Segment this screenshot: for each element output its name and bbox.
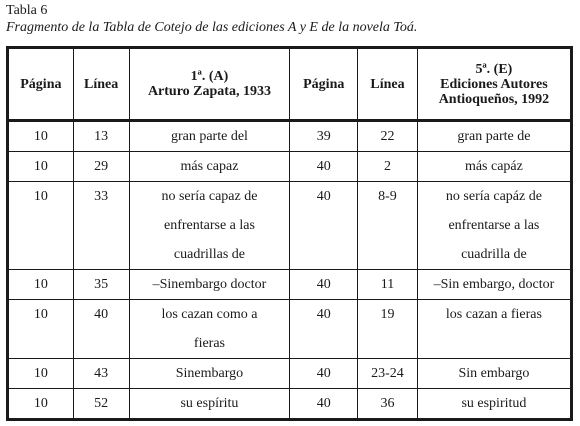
header-text: 1ª. (A) <box>190 69 229 84</box>
cell-text-line: enfrentarse a las <box>163 218 255 233</box>
cell-pagina-e: 40 <box>290 300 358 359</box>
cell-text-a <box>129 182 290 270</box>
cell-linea-e: 23-24 <box>358 359 418 389</box>
header-text: Línea <box>84 76 119 92</box>
cell-linea-e: 19 <box>358 300 418 359</box>
cell-text-line: los cazan a fieras <box>445 307 542 322</box>
cell-pagina-a: 10 <box>8 300 74 359</box>
cell-text-line: más capáz <box>464 159 523 174</box>
header-linea-e <box>358 48 418 121</box>
cell-text-e <box>417 389 571 420</box>
table-row <box>8 300 572 359</box>
cell-text-line: –Sin embargo, doctor <box>433 277 555 292</box>
cell-linea-e: 36 <box>358 389 418 420</box>
cell-text-a <box>129 152 290 182</box>
table-row <box>8 389 572 420</box>
cell-pagina-a: 10 <box>8 121 74 152</box>
cell-linea-a: 35 <box>73 270 129 300</box>
header-text: 5ª. (E) <box>475 61 513 77</box>
cell-text-e <box>417 300 571 359</box>
cell-text-a <box>129 121 290 152</box>
cell-linea-a: 29 <box>73 152 129 182</box>
table-caption <box>6 2 417 36</box>
cell-text-line: gran parte del <box>170 129 248 144</box>
cell-pagina-a: 10 <box>8 270 74 300</box>
cell-text-a <box>129 270 290 300</box>
table-row <box>8 270 572 300</box>
cell-text-e <box>417 270 571 300</box>
header-text: Antioqueños, 1992 <box>438 91 550 107</box>
cell-linea-a: 52 <box>73 389 129 420</box>
header-row <box>8 48 572 121</box>
cell-text-line: cuadrillas de <box>173 247 246 262</box>
cell-text-line: cuadrilla de <box>461 247 527 262</box>
cell-text-a <box>129 389 290 420</box>
header-text: Página <box>20 76 62 92</box>
cell-linea-a: 40 <box>73 300 129 359</box>
cell-text-line: los cazan como a <box>161 307 258 322</box>
cell-text-line: fieras <box>193 336 225 351</box>
header-text: Arturo Zapata, 1933 <box>147 84 271 99</box>
cell-text-line: –Sinembargo doctor <box>152 277 267 292</box>
cell-linea-e: 8-9 <box>358 182 418 270</box>
cell-pagina-a: 10 <box>8 359 74 389</box>
cell-text-line: su espíritu <box>180 396 239 411</box>
table-row <box>8 121 572 152</box>
cell-text-a <box>129 359 290 389</box>
header-pagina-a <box>8 48 74 121</box>
header-edition-e <box>417 48 571 121</box>
cell-linea-a: 43 <box>73 359 129 389</box>
header-linea-a <box>73 48 129 121</box>
table-body <box>8 121 572 420</box>
cell-text-e <box>417 359 571 389</box>
cell-linea-e: 22 <box>358 121 418 152</box>
cell-pagina-e: 40 <box>290 182 358 270</box>
cell-pagina-e: 40 <box>290 389 358 420</box>
cell-text-line: enfrentarse a las <box>448 218 540 233</box>
table-label: Tabla 6 <box>6 3 48 18</box>
cell-text-e <box>417 152 571 182</box>
table-header <box>8 48 572 121</box>
cell-linea-a: 33 <box>73 182 129 270</box>
cell-text-e <box>417 121 571 152</box>
header-edition-a <box>129 48 290 121</box>
cell-linea-a: 13 <box>73 121 129 152</box>
cell-text-line: no sería capáz de <box>445 189 542 204</box>
header-text: Ediciones Autores <box>440 76 548 92</box>
cell-text-line: más capaz <box>180 159 239 174</box>
cell-pagina-e: 40 <box>290 270 358 300</box>
header-text: Página <box>303 76 345 92</box>
cell-linea-e: 11 <box>358 270 418 300</box>
cell-text-a <box>129 300 290 359</box>
cell-text-line: gran parte de <box>457 129 531 144</box>
cell-pagina-a: 10 <box>8 389 74 420</box>
collation-table <box>6 46 573 421</box>
header-pagina-e <box>290 48 358 121</box>
cell-text-line: su espiritud <box>461 396 527 411</box>
table-row <box>8 182 572 270</box>
table-title: Fragmento de la Tabla de Cotejo de las ediciones A y E de la novela Toá. <box>6 20 418 35</box>
header-text: Línea <box>370 76 405 92</box>
cell-pagina-a: 10 <box>8 152 74 182</box>
cell-text-line: Sin embargo <box>458 366 530 381</box>
cell-pagina-e: 40 <box>290 359 358 389</box>
cell-pagina-e: 39 <box>290 121 358 152</box>
cell-linea-e: 2 <box>358 152 418 182</box>
cell-pagina-e: 40 <box>290 152 358 182</box>
cell-pagina-a: 10 <box>8 182 74 270</box>
table-row <box>8 359 572 389</box>
table-row <box>8 152 572 182</box>
cell-text-line: Sinembargo <box>175 366 244 381</box>
cell-text-e <box>417 182 571 270</box>
cell-text-line: no sería capaz de <box>161 189 258 204</box>
